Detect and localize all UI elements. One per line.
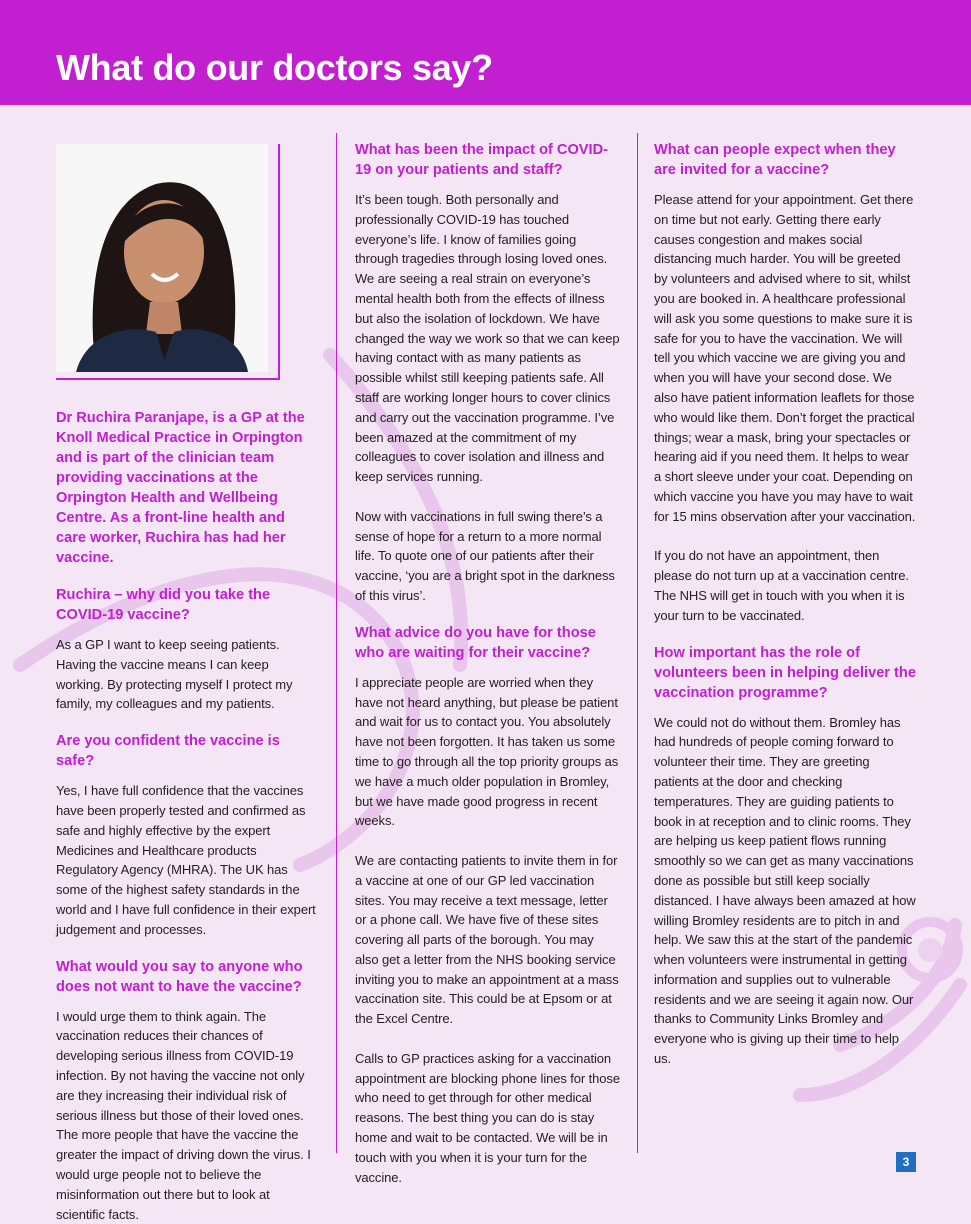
column-1 — [56, 140, 318, 1224]
question-heading: What has been the impact of COVID-19 on your patients and staff? — [355, 142, 608, 178]
answer-paragraph: Now with vaccinations in full swing there’s a sense of hope for a return to a more normal life. To quote one of our patients after their vaccine, ‘you are a bright spot in the darkness of this virus’. — [355, 508, 615, 603]
answer-paragraph: Yes, I have full confidence that the vaccines have been properly tested and confirmed as safe and highly effective by the expert Medicines and Healthcare products Regulatory Agency (MHRA). The UK has some of the highest safety standards in the world and I have full confidence in their expert judgement and processes. — [56, 783, 316, 937]
page-number: 3 — [896, 1152, 916, 1172]
answer-paragraph: It’s been tough. Both personally and professionally COVID-19 has touched everyone’s life. I know of families going through tragedies through losing loved ones. We are seeing a real strain on everyone’s mental health both from the effects of illness but also the isolation of lockdown. We have changed the way we work so that we can keep having contact with as many patients as possible whilst still keeping patients safe. All staff are working longer hours to cover clinics and carry out the vaccination programme. I’ve been amazed at the commitment of my colleagues to cover isolation and illness and keep services running. — [355, 192, 620, 485]
question-heading: Are you confident the vaccine is safe? — [56, 733, 280, 770]
question-heading: What can people expect when they are invited for a vaccine? — [654, 142, 896, 178]
answer-paragraph: As a GP I want to keep seeing patients. Having the vaccine means I can keep working. By protecting myself I protect my family, my colleagues and my patients. — [56, 637, 293, 712]
doctor-introduction: Dr Ruchira Paranjape, is a GP at the Knoll Medical Practice in Orpington and is part of the clinician team providing vaccinations at the Orpington Health and Wellbeing Centre. As a front-line health and care worker, Ruchira has had her vaccine. — [56, 410, 305, 566]
column-2 — [355, 140, 620, 1187]
answer-paragraph: Please attend for your appointment. Get there on time but not early. Getting there early causes congestion and makes social distancing much harder. You will be greeted by volunteers and advised where to sit, whilst you are booked in. A healthcare professional will ask you some questions to make sure it is safe for you to have the vaccination. We will tell you which vaccine we are giving you and when you will have your second dose. We also have patient information leaflets for those who would like them. Don’t forget the practical things; wear a mask, bring your spectacles or hearing aid if you need them. It helps to wear a short sleeve under your coat. Depending on which vaccine you have you may have to wait for 15 mins observation after your vaccination. — [654, 192, 916, 524]
question-heading: What would you say to anyone who does not want to have the vaccine? — [56, 958, 303, 995]
doctor-portrait-icon — [56, 144, 268, 372]
answer-paragraph: We are contacting patients to invite them in for a vaccine at one of our GP led vaccination sites. You may receive a text message, letter or a phone call. We have five of these sites covering all parts of the borough. You may also get a letter from the NHS booking service inviting you to make an appointment at a mass vaccination site. This could be at Epsom or at the Excel Centre. — [355, 852, 619, 1027]
column-divider — [336, 133, 337, 1153]
question-heading: How important has the role of volunteers been in helping deliver the vaccination programme? — [654, 644, 916, 701]
answer-paragraph: Calls to GP practices asking for a vaccination appointment are blocking phone lines for those who need to get through for other medical reasons. The best thing you can do is stay home and wait to be contacted. We will be in touch with you when it is your turn for the vaccine. — [355, 1050, 620, 1185]
column-divider — [637, 133, 638, 1153]
column-3 — [654, 140, 916, 1069]
answer-paragraph: I would urge them to think again. The vaccination reduces their chances of developing serious illness from COVID-19 infection. By not having the vaccine not only are they increasing their individual risk of serious illness but those of their loved ones. The more people that have the vaccine the greater the impact of driving down the virus. I would urge people not to believe the misinformation out there but to look at scientific facts. — [56, 1008, 311, 1222]
question-heading: Ruchira – why did you take the COVID-19 vaccine? — [56, 587, 271, 623]
answer-paragraph: We could not do without them. Bromley has had hundreds of people coming forward to volunteer their time. They are greeting patients at the door and checking temperatures. They are guiding patients to book in at reception and to clinic rooms. They are helping us keep patient flows running smoothly so we can get as many vaccinations done as possible but still keep socially distanced. I have always been amazed at how willing Bromley residents are to pitch in and help. We saw this at the start of the pandemic when volunteers were instrumental in getting information and supplies out to vulnerable residents and we are seeing it again now. Our thanks to Community Links Bromley and everyone who is giving up their time to help us. — [654, 714, 916, 1067]
page-title: What do our doctors say? — [56, 47, 493, 88]
page-header — [0, 0, 971, 105]
answer-paragraph: I appreciate people are worried when they have not heard anything, but please be patient and wait for us to contact you. You absolutely have not been forgotten. It has taken us some time to go through all the top priority groups as we have a much older population in Bromley, but we have made good progress in recent weeks. — [355, 674, 619, 829]
question-heading: What advice do you have for those who are waiting for their vaccine? — [355, 624, 596, 661]
answer-paragraph: If you do not have an appointment, then please do not turn up at a vaccination centre. The NHS will get in touch with you when it is your turn to be vaccinated. — [654, 548, 909, 623]
doctor-photo — [56, 140, 280, 380]
